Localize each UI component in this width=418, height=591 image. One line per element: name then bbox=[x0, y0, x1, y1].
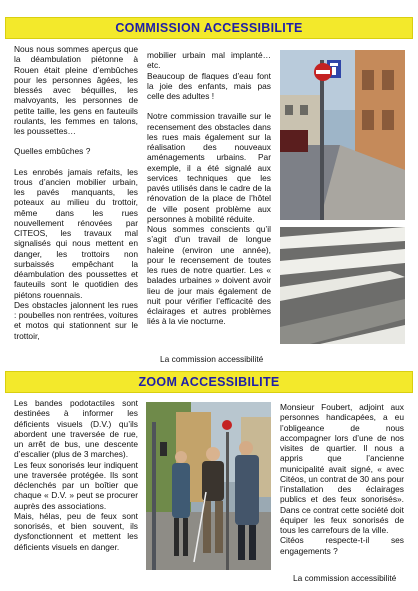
paragraph: Monsieur Foubert, adjoint aux personnes handicapées, a eu l’obligeance de nous accompagner lors d’une de nos visites de quartier. Il nous a appris que l’ancienne municipalité avait signé, « avec Citéos, un contrat de 30 ans pour l’installation des éclairages publics et des feux sonorisés». Dans ce contrat cette société doit équiper les feux sonorisés de tous les carrefours de la ville. bbox=[280, 402, 404, 535]
article-column-2 bbox=[147, 50, 271, 327]
paragraph: Les bandes podotactiles sont destinées à informer les déficients visuels (D.V.) qu’ils abordent une traversée de rue, un arrêt de bus, une descente d’escalier (plus de 3 marches). bbox=[14, 398, 138, 460]
paragraph: mobilier urbain mal implanté… etc. bbox=[147, 50, 271, 71]
street-photo bbox=[280, 50, 405, 220]
paragraph: Les feux sonorisés leur indiquent une traversée protégée. Ils sont déclenchés par un boîtier que chaque « D.V. » peut se procurer auprès des associations. bbox=[14, 459, 138, 511]
signature: La commission accessibilité bbox=[293, 573, 397, 583]
paragraph: Nous nous sommes aperçus que la déambulation piétonne à Rouen était pleine d’embûches pour les personnes âgées, les blessés avec béquilles, les malvoyants, les personnes de petite taille, les gens en fauteuils roulants, les femmes en talons, les poussettes… bbox=[14, 44, 138, 136]
paragraph: Nous sommes conscients qu’il s’agit d’un travail de longue haleine (environ une année), pour le recensement de toutes les rues de notre quartier. Les « balades urbaines » doivent avoir lieu de jour mais également de nuit pour vérifier l’efficacité des éclairages et autres problèmes liés à la vie nocturne. bbox=[147, 224, 271, 327]
group-photo bbox=[146, 402, 271, 570]
paragraph: Des obstacles jalonnent les rues : poubelles non rentrées, voitures et motos qui stationnent sur le trottoir, bbox=[14, 299, 138, 341]
paragraph: Les enrobés jamais refaits, les trous d’ancien mobilier urbain, les pavés manquants, les poteaux au milieu du trottoir, même dans les rues nouvellement rénovées par CITEOS, les travaux mal signalisés qui nous mettent en danger, les trottoirs non surbaissés empêchant la déambulation des poussettes et fauteuils sont le quotidien des piétons rouennais. bbox=[14, 166, 138, 300]
signature: La commission accessibilité bbox=[160, 354, 264, 364]
paragraph: Citéos respecte-t-il ses engagements ? bbox=[280, 535, 404, 556]
paragraph: Mais, hélas, peu de feux sont sonorisés, et bien souvent, ils dysfonctionnent et mettent les déficients visuels en danger. bbox=[14, 510, 138, 552]
article-column-1 bbox=[14, 398, 138, 552]
section-title: ZOOM ACCESSIBILITE bbox=[138, 375, 280, 389]
paragraph: Notre commission travaille sur le recensement des obstacles dans les rues mais également sur la réalisation des nouveaux aménagements urbains. Par exemple, il a été signalé aux services techniques que les pavés utilisés dans le cadre de la rénovation de la place de l’hôtel de ville posent problème aux personnes à mobilité réduite. bbox=[147, 111, 271, 224]
paragraph: Beaucoup de flaques d’eau font la joie des enfants, mais pas celle des adultes ! bbox=[147, 70, 271, 101]
section-banner-commission bbox=[5, 17, 413, 39]
paragraph: Quelles embûches ? bbox=[14, 146, 91, 157]
article-column-1 bbox=[14, 44, 138, 341]
section-banner-zoom bbox=[5, 371, 413, 393]
section-title: COMMISSION ACCESSIBILITE bbox=[115, 21, 303, 35]
article-column-3 bbox=[280, 402, 404, 556]
crosswalk-photo bbox=[280, 227, 405, 344]
